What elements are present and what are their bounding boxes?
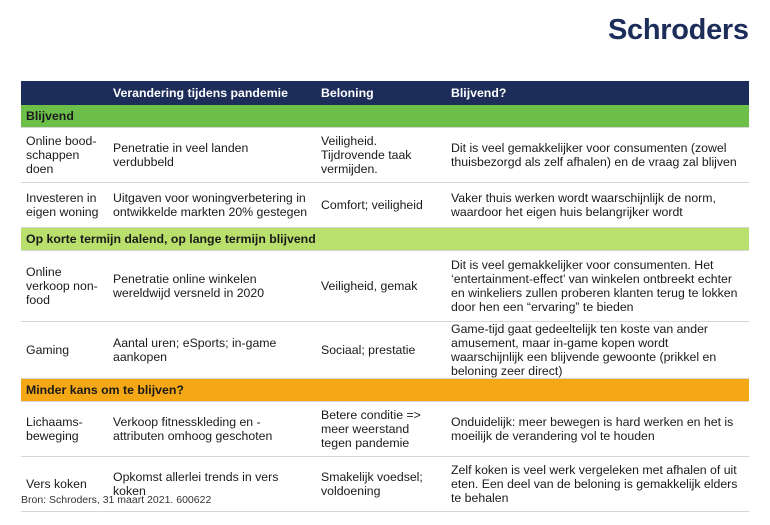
row-lasting: Vaker thuis werken wordt waarschijnlijk de norm, waardoor het eigen huis belangrijker wordt [446,183,749,228]
section-title: Op korte termijn dalend, op lange termijn blijvend [21,228,749,251]
row-change: Uitgaven voor woningverbetering in ontwikkelde markten 20% gestegen [108,183,316,228]
section-title: Minder kans om te blijven? [21,379,749,402]
row-reward: Comfort; veiligheid [316,183,446,228]
header-lasting: Blijvend? [446,81,749,105]
table-row [21,183,749,228]
section-row-minder-kans [21,379,749,402]
row-lasting: Zelf koken is veel werk vergeleken met afhalen of uit eten. Een deel van de beloning is gemakkelijk elders te behalen [446,457,749,512]
section-title: Blijvend [21,105,749,128]
row-change: Aantal uren; eSports; in-game aankopen [108,322,316,379]
row-change: Penetratie in veel landen verdubbeld [108,128,316,183]
row-topic: Gaming [21,322,108,379]
row-change: Verkoop fitnesskleding en -attributen omhoog geschoten [108,402,316,457]
row-topic: Online bood-schappen doen [21,128,108,183]
row-topic: Lichaams-beweging [21,402,108,457]
table-row [21,402,749,457]
row-reward: Betere conditie => meer weerstand tegen pandemie [316,402,446,457]
pandemic-trends-table [21,81,749,512]
section-row-korte-termijn [21,228,749,251]
row-lasting: Dit is veel gemakkelijker voor consumenten (zowel thuisbezorgd als zelf afhalen) en de vraag zal blijven [446,128,749,183]
header-topic [21,81,108,105]
row-reward: Sociaal; prestatie [316,322,446,379]
schroders-logo: Schroders [608,14,749,46]
row-topic: Vers koken [21,457,108,512]
row-reward: Veiligheid, gemak [316,251,446,322]
row-change: Opkomst allerlei trends in vers koken [108,457,316,512]
table-header-row [21,81,749,105]
table-row [21,322,749,379]
row-change: Penetratie online winkelen wereldwijd versneld in 2020 [108,251,316,322]
row-reward: Veiligheid. Tijdrovende taak vermijden. [316,128,446,183]
row-topic: Online verkoop non-food [21,251,108,322]
source-note: Bron: Schroders, 31 maart 2021. 600622 [21,494,212,506]
row-reward: Smakelijk voedsel; voldoening [316,457,446,512]
header-change: Verandering tijdens pandemie [108,81,316,105]
table-row [21,251,749,322]
section-row-blijvend [21,105,749,128]
row-lasting: Dit is veel gemakkelijker voor consumenten. Het ‘entertainment-effect’ van winkelen ontbreekt echter en winkeliers zullen proberen klanten terug te lokken door hen een “ervaring” te bieden [446,251,749,322]
row-lasting: Game-tijd gaat gedeeltelijk ten koste van ander amusement, maar in-game kopen wordt waarschijnlijk een blijvende gewoonte (prikkel en beloning zeer direct) [446,322,749,379]
row-lasting: Onduidelijk: meer bewegen is hard werken en het is moeilijk de verandering vol te houden [446,402,749,457]
row-topic: Investeren in eigen woning [21,183,108,228]
table-row [21,128,749,183]
header-reward: Beloning [316,81,446,105]
